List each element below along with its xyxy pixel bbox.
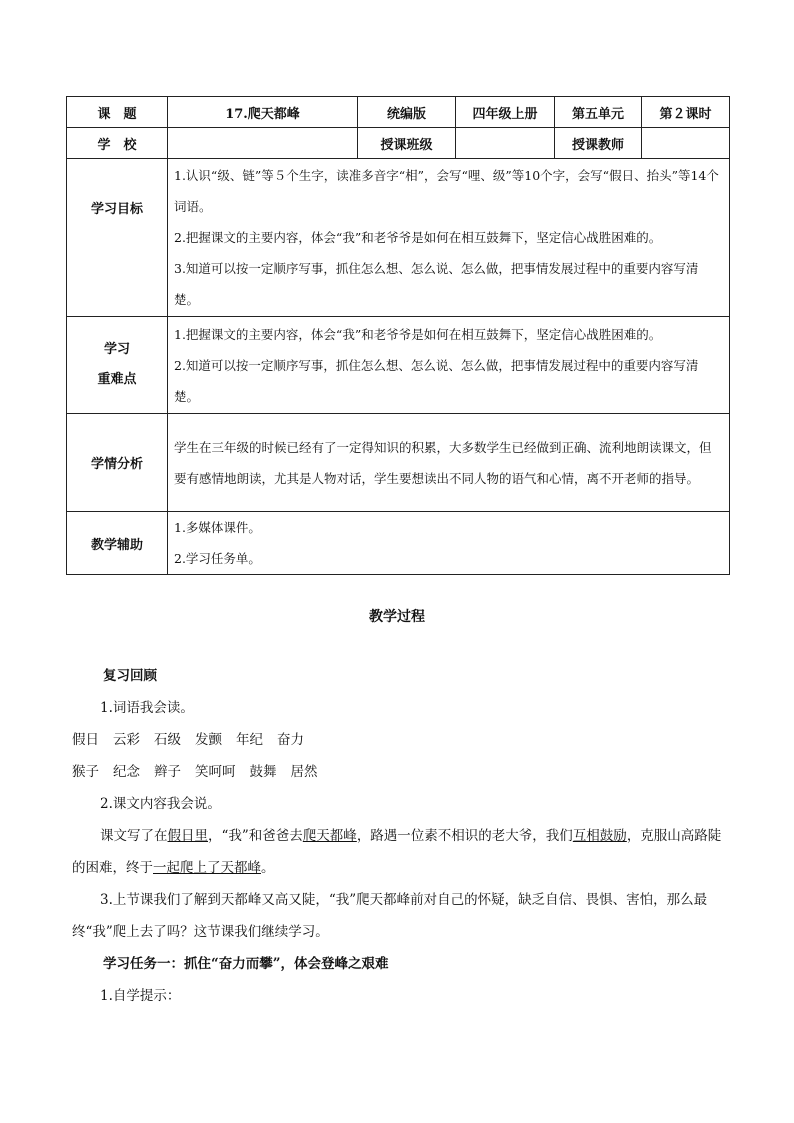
aid-item: 1.多媒体课件。 — [174, 520, 261, 535]
review-heading: 复习回顾 — [103, 668, 157, 684]
summary-text: 课文写了在 — [100, 828, 168, 844]
summary-text: ，克服山高路陡的困难，终于 — [72, 828, 722, 876]
aid-item: 2.学习任务单。 — [174, 551, 261, 566]
aids-row — [67, 512, 730, 575]
teacher-value — [642, 128, 730, 159]
summary-paragraph — [72, 820, 732, 884]
summary-text: ，“我”和爸爸去 — [208, 828, 303, 844]
word-item: 发颤 — [195, 732, 222, 748]
word-item: 笑呵呵 — [195, 764, 236, 780]
word-item: 石级 — [154, 732, 181, 748]
goals-label: 学习目标 — [67, 159, 168, 317]
school-label: 学 校 — [67, 128, 168, 159]
word-item: 纪念 — [113, 764, 140, 780]
process-content — [72, 660, 732, 1012]
key-points-content — [168, 317, 730, 414]
goal-item: 2.把握课文的主要内容，体会“我”和老爷爷是如何在相互鼓舞下，坚定信心战胜困难的。 — [174, 230, 662, 245]
analysis-label: 学情分析 — [67, 414, 168, 512]
summary-blank: 互相鼓励 — [572, 828, 627, 844]
key-point-item: 1.把握课文的主要内容，体会“我”和老爷爷是如何在相互鼓舞下，坚定信心战胜困难的。 — [174, 326, 662, 342]
step3-text: 3.上节课我们了解到天都峰又高又陡，“我”爬天都峰前对自己的怀疑，缺乏自信、畏惧、害怕，那么最终“我”爬上去了吗？这节课我们继续学习。 — [72, 892, 708, 940]
summary-blank: 假日里 — [167, 828, 208, 844]
key-point-item: 2.知道可以按一定顺序写事，抓住怎么想、怎么说、怎么做，把事情发展过程中的重要内容写清楚。 — [174, 357, 699, 404]
task1-heading: 学习任务一：抓住“奋力而攀”，体会登峰之艰难 — [103, 956, 389, 972]
word-item: 居然 — [290, 764, 318, 780]
unit-cell: 第五单元 — [555, 97, 642, 128]
lesson-title: 17.爬天都峰 — [168, 97, 358, 128]
goals-row — [67, 159, 730, 317]
key-points-row — [67, 317, 730, 414]
lesson-info-table — [66, 96, 730, 575]
goal-item: 3.知道可以按一定顺序写事，抓住怎么想、怎么说、怎么做，把事情发展过程中的重要内容写清楚。 — [174, 261, 699, 307]
school-row — [67, 128, 730, 159]
title-label: 课 题 — [67, 97, 168, 128]
key-points-label-line2: 重难点 — [97, 372, 137, 387]
grade-cell: 四年级上册 — [456, 97, 555, 128]
word-item: 云彩 — [113, 732, 140, 748]
teacher-label: 授课教师 — [555, 128, 642, 159]
summary-text: 。 — [261, 860, 275, 876]
goals-content — [168, 159, 730, 317]
summary-blank: 爬天都峰 — [302, 828, 357, 844]
period-cell: 第２课时 — [642, 97, 730, 128]
summary-blank: 一起爬上了天都峰 — [153, 860, 261, 876]
task1-step1: 1.自学提示： — [100, 988, 181, 1004]
words-row — [72, 724, 732, 756]
word-item: 假日 — [72, 732, 99, 748]
analysis-text: 学生在三年级的时候已经有了一定得知识的积累，大多数学生已经做到正确、流利地朗读课文，但要有感情地朗读，尤其是人物对话，学生要想读出不同人物的语气和心情，离不开老师的指导。 — [174, 439, 712, 486]
key-points-label-line1: 学习 — [103, 342, 130, 357]
word-item: 鼓舞 — [249, 764, 277, 780]
header-row — [67, 97, 730, 128]
aids-label: 教学辅助 — [67, 512, 168, 575]
class-value — [456, 128, 555, 159]
analysis-row — [67, 414, 730, 512]
aids-content — [168, 512, 730, 575]
process-title: 教学过程 — [369, 609, 425, 625]
word-item: 年纪 — [236, 732, 263, 748]
word-item: 奋力 — [277, 732, 304, 748]
class-label: 授课班级 — [358, 128, 456, 159]
step1-text: 1.词语我会读。 — [100, 700, 194, 716]
key-points-label — [67, 317, 168, 414]
analysis-content — [168, 414, 730, 512]
word-item: 猴子 — [72, 764, 99, 780]
step2-text: 2.课文内容我会说。 — [100, 796, 221, 812]
goal-item: 1.认识“级、链”等５个生字，读准多音字“相”，会写“哩、级”等10个字，会写“假日、抬头”等14个词语。 — [174, 168, 719, 214]
words-row — [72, 756, 732, 788]
edition-cell: 统编版 — [358, 97, 456, 128]
word-item: 辫子 — [154, 764, 181, 780]
school-value — [168, 128, 358, 159]
summary-text: ，路遇一位素不相识的老大爷，我们 — [356, 828, 573, 844]
